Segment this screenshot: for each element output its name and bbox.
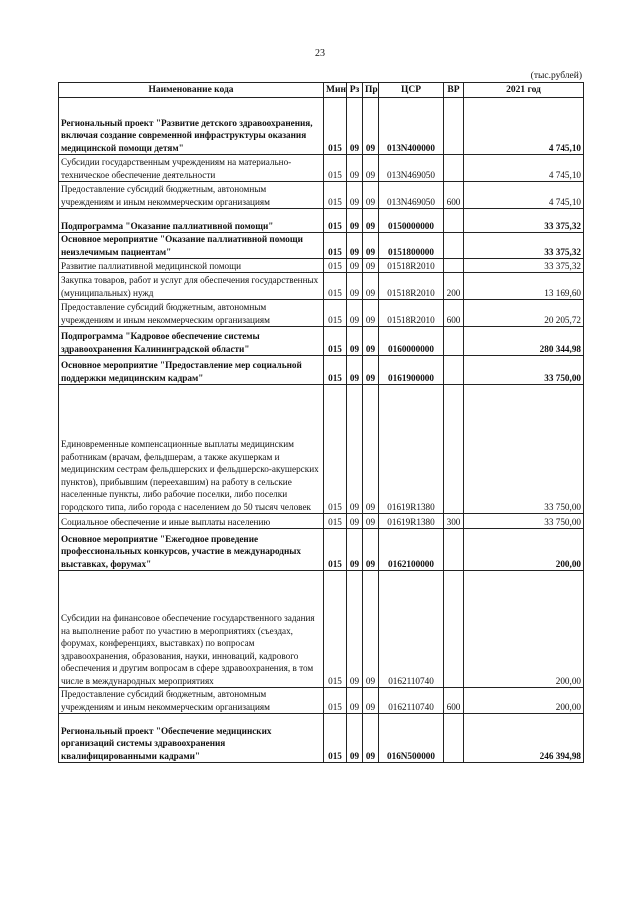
table-row: [59, 259, 584, 273]
row-csr: 0161900000: [379, 356, 444, 385]
row-name: Предоставление субсидий бюджетным, автономным учреждениям и иным некоммерческим организациям: [59, 688, 324, 714]
row-vr: [444, 529, 464, 571]
row-rz: 09: [347, 259, 363, 273]
row-min: 015: [324, 233, 347, 259]
row-csr: 01518R2010: [379, 273, 444, 300]
row-vr: [444, 571, 464, 688]
table-row: [59, 98, 584, 155]
row-rz: 09: [347, 209, 363, 233]
row-pr: 09: [363, 514, 379, 529]
table-row: [59, 233, 584, 259]
table-row: [59, 385, 584, 514]
row-amount: 246 394,98: [464, 714, 584, 763]
row-csr: 01619R1380: [379, 385, 444, 514]
row-pr: 09: [363, 98, 379, 155]
row-amount: 33 750,00: [464, 385, 584, 514]
row-vr: [444, 327, 464, 356]
header-name: Наименование кода: [59, 83, 324, 98]
table-row: [59, 688, 584, 714]
row-pr: 09: [363, 273, 379, 300]
row-min: 015: [324, 98, 347, 155]
row-rz: 09: [347, 356, 363, 385]
row-vr: [444, 385, 464, 514]
row-csr: 013N469050: [379, 182, 444, 209]
row-min: 015: [324, 529, 347, 571]
row-pr: 09: [363, 233, 379, 259]
row-min: 015: [324, 385, 347, 514]
row-name: Предоставление субсидий бюджетным, автономным учреждениям и иным некоммерческим организациям: [59, 182, 324, 209]
row-pr: 09: [363, 300, 379, 327]
row-rz: 09: [347, 714, 363, 763]
row-amount: 4 745,10: [464, 155, 584, 182]
row-amount: 4 745,10: [464, 98, 584, 155]
row-rz: 09: [347, 98, 363, 155]
row-csr: 0162110740: [379, 571, 444, 688]
row-name: Предоставление субсидий бюджетным, автономным учреждениям и иным некоммерческим организациям: [59, 300, 324, 327]
table-row: [59, 514, 584, 529]
row-rz: 09: [347, 300, 363, 327]
row-rz: 09: [347, 514, 363, 529]
row-pr: 09: [363, 688, 379, 714]
row-min: 015: [324, 688, 347, 714]
row-csr: 01619R1380: [379, 514, 444, 529]
row-csr: 0162100000: [379, 529, 444, 571]
row-min: 015: [324, 209, 347, 233]
header-rz: Рз: [347, 83, 363, 98]
page-number: 23: [315, 48, 325, 59]
row-amount: 280 344,98: [464, 327, 584, 356]
row-amount: 200,00: [464, 529, 584, 571]
row-vr: 600: [444, 688, 464, 714]
row-amount: 200,00: [464, 688, 584, 714]
row-min: 015: [324, 182, 347, 209]
row-name: Основное мероприятие "Предоставление мер социальной поддержки медицинским кадрам": [59, 356, 324, 385]
table-row: [59, 571, 584, 688]
row-min: 015: [324, 571, 347, 688]
row-csr: 0150000000: [379, 209, 444, 233]
table-header-row: [59, 83, 584, 98]
row-name: Единовременные компенсационные выплаты медицинским работникам (врачам, фельдшерам, а также акушеркам и медицинским сестрам фельдшерских и фельдшерско-акушерских пунктов), прибывшим (переехавшим) на работу в сельские населенные пункты, либо рабочие поселки, либо поселки городского типа, либо города с населением до 50 тысяч человек: [59, 385, 324, 514]
row-csr: 01518R2010: [379, 259, 444, 273]
row-name: Подпрограмма "Кадровое обеспечение системы здравоохранения Калининградской области": [59, 327, 324, 356]
row-pr: 09: [363, 571, 379, 688]
row-name: Основное мероприятие "Ежегодное проведение профессиональных конкурсов, участие в международных выставках, форумах": [59, 529, 324, 571]
row-pr: 09: [363, 356, 379, 385]
row-rz: 09: [347, 233, 363, 259]
row-min: 015: [324, 327, 347, 356]
row-rz: 09: [347, 385, 363, 514]
row-vr: 200: [444, 273, 464, 300]
row-min: 015: [324, 259, 347, 273]
row-pr: 09: [363, 327, 379, 356]
row-vr: 600: [444, 300, 464, 327]
table-row: [59, 529, 584, 571]
row-vr: 300: [444, 514, 464, 529]
table-row: [59, 209, 584, 233]
row-name: Социальное обеспечение и иные выплаты населению: [59, 514, 324, 529]
row-amount: 200,00: [464, 571, 584, 688]
row-name: Закупка товаров, работ и услуг для обеспечения государственных (муниципальных) нужд: [59, 273, 324, 300]
row-csr: 0160000000: [379, 327, 444, 356]
row-csr: 013N400000: [379, 98, 444, 155]
row-pr: 09: [363, 155, 379, 182]
row-amount: 33 375,32: [464, 233, 584, 259]
row-amount: 33 375,32: [464, 209, 584, 233]
row-amount: 4 745,10: [464, 182, 584, 209]
row-vr: [444, 356, 464, 385]
row-vr: [444, 98, 464, 155]
row-amount: 33 750,00: [464, 514, 584, 529]
row-csr: 01518R2010: [379, 300, 444, 327]
header-min: Мин: [324, 83, 347, 98]
row-rz: 09: [347, 571, 363, 688]
row-rz: 09: [347, 155, 363, 182]
row-vr: 600: [444, 182, 464, 209]
row-pr: 09: [363, 209, 379, 233]
row-min: 015: [324, 514, 347, 529]
table-row: [59, 714, 584, 763]
table-body: [59, 98, 584, 763]
row-vr: [444, 155, 464, 182]
row-amount: 20 205,72: [464, 300, 584, 327]
header-year: 2021 год: [464, 83, 584, 98]
row-name: Развитие паллиативной медицинской помощи: [59, 259, 324, 273]
row-pr: 09: [363, 259, 379, 273]
table-row: [59, 273, 584, 300]
row-pr: 09: [363, 182, 379, 209]
row-rz: 09: [347, 273, 363, 300]
row-rz: 09: [347, 529, 363, 571]
row-vr: [444, 209, 464, 233]
table-row: [59, 356, 584, 385]
row-vr: [444, 714, 464, 763]
row-name: Региональный проект "Развитие детского здравоохранения, включая создание современной инфраструктуры оказания медицинской помощи детям": [59, 98, 324, 155]
row-vr: [444, 233, 464, 259]
row-rz: 09: [347, 327, 363, 356]
row-csr: 016N500000: [379, 714, 444, 763]
table-row: [59, 182, 584, 209]
row-pr: 09: [363, 385, 379, 514]
row-amount: 13 169,60: [464, 273, 584, 300]
units-note: (тыс.рублей): [530, 71, 582, 81]
header-csr: ЦСР: [379, 83, 444, 98]
row-csr: 0151800000: [379, 233, 444, 259]
table-row: [59, 155, 584, 182]
row-name: Субсидии государственным учреждениям на материально-техническое обеспечение деятельности: [59, 155, 324, 182]
row-name: Субсидии на финансовое обеспечение государственного задания на выполнение работ по участию в мероприятиях (съездах, форумах, конференциях, выставках) по вопросам здравоохранения, образования, науки, инноваций, кадрового обеспечения и другим вопросам в сфере здравоохранения, в том числе в международных мероприятиях: [59, 571, 324, 688]
row-csr: 013N469050: [379, 155, 444, 182]
row-amount: 33 375,32: [464, 259, 584, 273]
header-pr: Пр: [363, 83, 379, 98]
row-csr: 0162110740: [379, 688, 444, 714]
table-row: [59, 327, 584, 356]
budget-table: [58, 82, 584, 763]
row-min: 015: [324, 273, 347, 300]
row-rz: 09: [347, 688, 363, 714]
row-pr: 09: [363, 529, 379, 571]
row-min: 015: [324, 714, 347, 763]
row-name: Основное мероприятие "Оказание паллиативной помощи неизлечимым пациентам": [59, 233, 324, 259]
row-vr: [444, 259, 464, 273]
row-rz: 09: [347, 182, 363, 209]
row-min: 015: [324, 300, 347, 327]
row-min: 015: [324, 356, 347, 385]
row-min: 015: [324, 155, 347, 182]
row-name: Региональный проект "Обеспечение медицинских организаций системы здравоохранения квалифицированными кадрами": [59, 714, 324, 763]
row-pr: 09: [363, 714, 379, 763]
table-row: [59, 300, 584, 327]
header-vr: ВР: [444, 83, 464, 98]
row-amount: 33 750,00: [464, 356, 584, 385]
row-name: Подпрограмма "Оказание паллиативной помощи": [59, 209, 324, 233]
